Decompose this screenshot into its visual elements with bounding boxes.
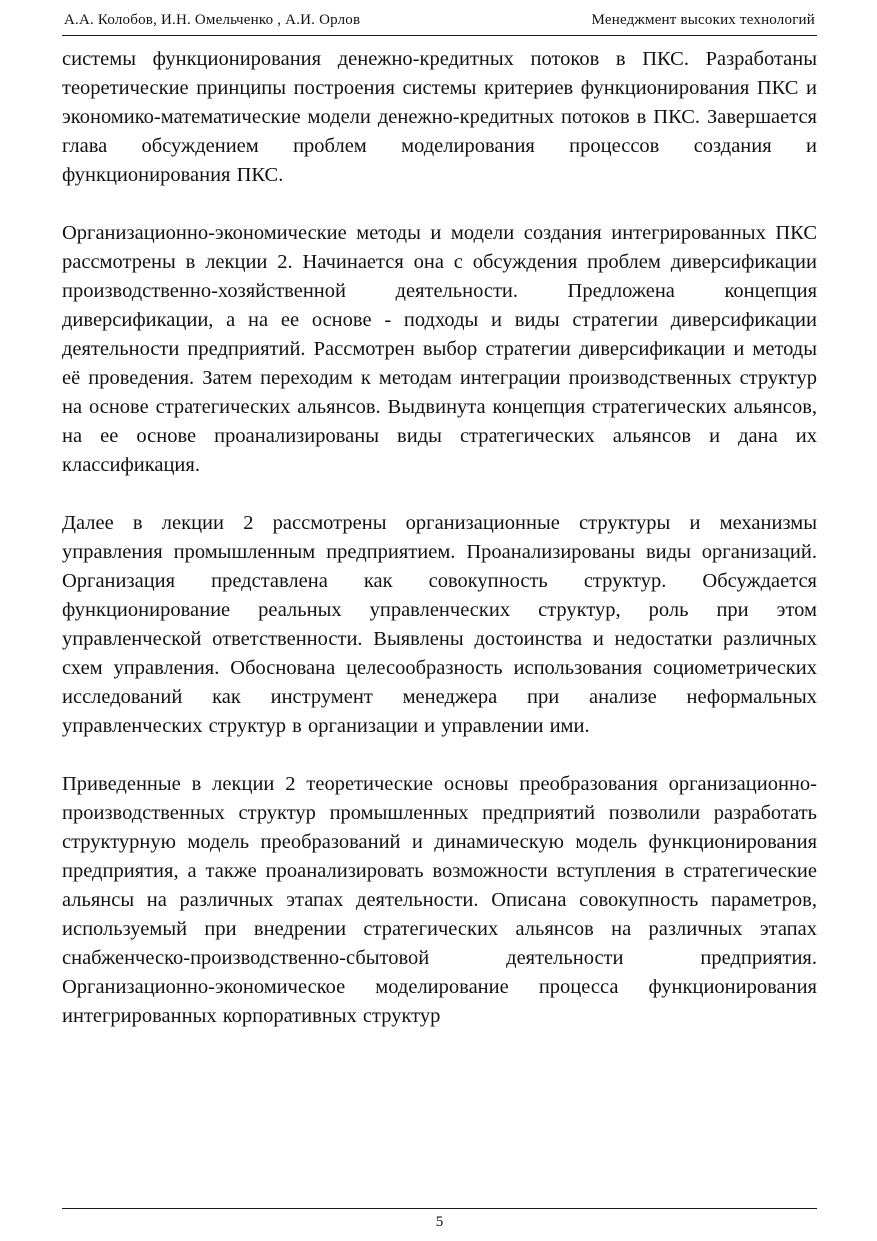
header-authors: А.А. Колобов, И.Н. Омельченко , А.И. Орлов (64, 12, 361, 28)
paragraph: Организационно-экономические методы и модели создания интегрированных ПКС рассмотрены в лекции 2. Начинается она с обсуждения проблем диверсификации производственно-хозяйственной деятельности. Предложена концепция диверсификации, а на ее основе - подходы и виды стратегии диверсификации деятельности предприятий. Рассмотрен выбор стратегии диверсификации и методы её проведения. Затем переходим к методам интеграции производственных структур на основе стратегических альянсов. Выдвинута концепция стратегических альянсов, на ее основе проанализированы виды стратегических альянсов и дана их классификация. (62, 222, 817, 476)
page-body (62, 36, 817, 1208)
paragraph: Приведенные в лекции 2 теоретические основы преобразования организационно-производственных структур промышленных предприятий позволили разработать структурную модель преобразований и динамическую модель функционирования предприятия, а также проанализировать возможности вступления в стратегические альянсы на различных этапах деятельности. Описана совокупность параметров, используемый при внедрении стратегических альянсов на различных этапах снабженческо-производственно-сбытовой деятельности предприятия. Организационно-экономическое моделирование процесса функционирования интегрированных корпоративных структур (62, 773, 817, 1027)
page-header (62, 12, 817, 36)
page-footer (62, 1208, 817, 1231)
page-number: 5 (435, 1214, 444, 1230)
paragraph: системы функционирования денежно-кредитных потоков в ПКС. Разработаны теоретические принципы построения системы критериев функционирования ПКС и экономико-математические модели денежно-кредитных потоков в ПКС. Завершается глава обсуждением проблем моделирования процессов создания и функционирования ПКС. (62, 48, 817, 186)
paragraph: Далее в лекции 2 рассмотрены организационные структуры и механизмы управления промышленным предприятием. Проанализированы виды организаций. Организация представлена как совокупность структур. Обсуждается функционирование реальных управленческих структур, роль при этом управленческой ответственности. Выявлены достоинства и недостатки различных схем управления. Обоснована целесообразность использования социометрических исследований как инструмент менеджера при анализе неформальных управленческих структур в организации и управлении ими. (62, 512, 817, 737)
header-document-title: Менеджмент высоких технологий (591, 12, 815, 28)
